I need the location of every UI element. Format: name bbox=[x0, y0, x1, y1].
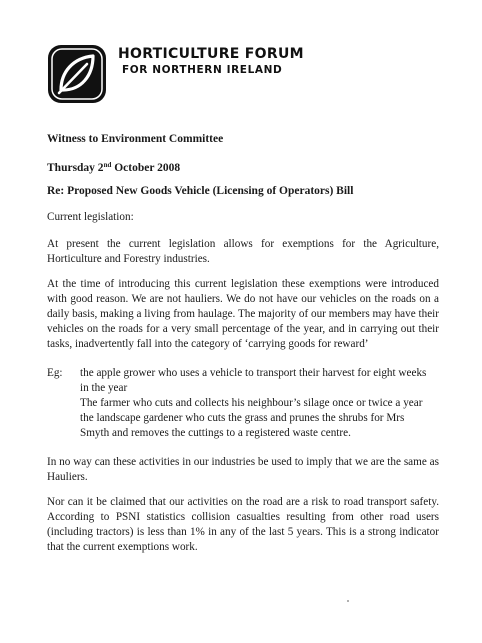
date-day: Thursday 2 bbox=[47, 162, 104, 174]
examples-list bbox=[80, 366, 430, 441]
eg-label: Eg: bbox=[47, 367, 63, 379]
date-suffix: nd bbox=[103, 161, 112, 169]
list-item: The farmer who cuts and collects his neighbour’s silage once or twice a year bbox=[80, 397, 423, 409]
leaf-icon bbox=[47, 44, 107, 104]
list-item: the apple grower who uses a vehicle to transport their harvest for eight weeks in the year bbox=[80, 367, 427, 394]
paragraph-same-as-hauliers: In no way can these activities in our industries be used to imply that we are the same as Hauliers. bbox=[47, 456, 439, 483]
date-heading bbox=[47, 158, 180, 175]
paragraph-exemptions: At present the current legislation allows for exemptions for the Agriculture, Horticulture and Forestry industries. bbox=[47, 238, 439, 265]
paragraph-road-safety: Nor can it be claimed that our activities on the road are a risk to road transport safety. According to PSNI statistics collision casualties resulting from other road users (including tractors) is less than 1% in any of the last 5 years. This is a strong indicator that the current exemptions work. bbox=[47, 496, 439, 553]
paragraph-hauliers: At the time of introducing this current legislation these exemptions were introduced with good reason. We are not hauliers. We do not have our vehicles on the roads on a daily basis, making a living from haulage. The majority of our members may have their vehicles on the roads for a very small percentage of the year, and in carrying out their tasks, inadvertently fall into the category of ‘carrying goods for reward’ bbox=[47, 278, 439, 350]
list-item: the landscape gardener who cuts the grass and prunes the shrubs for Mrs Smyth and removes the cuttings to a registered waste centre. bbox=[80, 412, 405, 439]
org-name-line2: FOR NORTHERN IRELAND bbox=[122, 64, 283, 76]
organisation-name bbox=[118, 46, 304, 77]
witness-heading: Witness to Environment Committee bbox=[47, 133, 224, 145]
org-name-line1: HORTICULTURE FORUM bbox=[118, 46, 304, 62]
scan-speck bbox=[347, 600, 349, 602]
date-rest: October 2008 bbox=[111, 162, 181, 174]
current-legislation-label: Current legislation: bbox=[47, 211, 134, 223]
re-heading: Re: Proposed New Goods Vehicle (Licensing of Operators) Bill bbox=[47, 185, 354, 197]
